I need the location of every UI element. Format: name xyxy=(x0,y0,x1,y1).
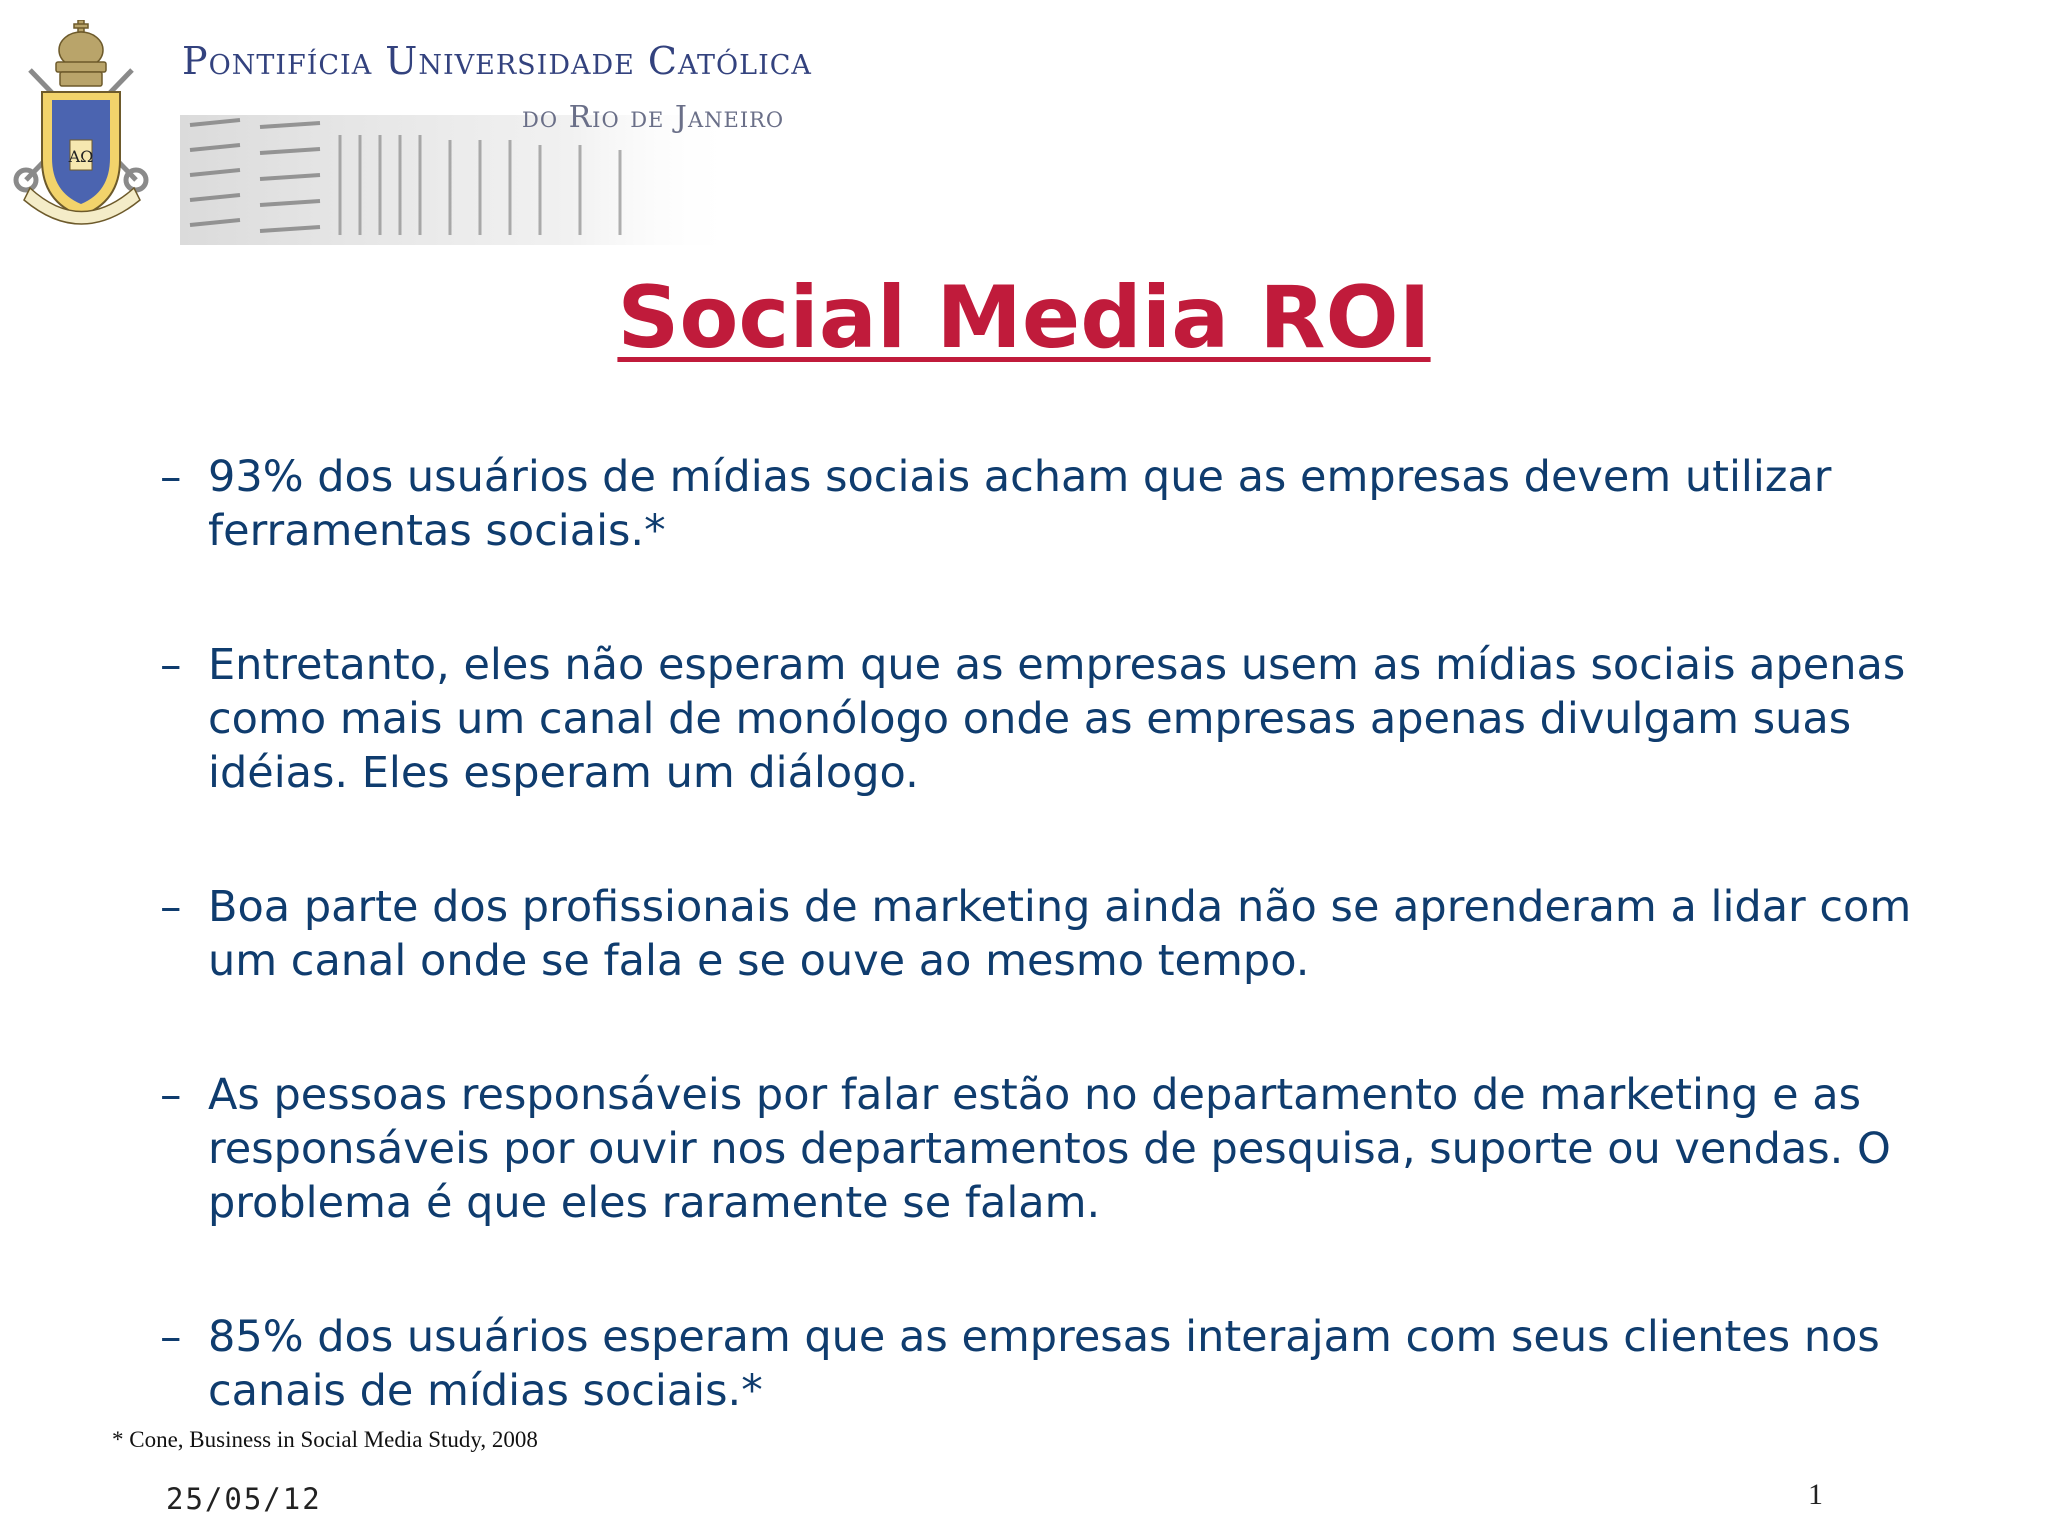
page-number: 1 xyxy=(1808,1478,1823,1511)
bullet-text: Boa parte dos profissionais de marketing ainda não se aprenderam a lidar com um canal onde se fala e se ouve ao mesmo tempo. xyxy=(208,882,1912,986)
bullet-text: As pessoas responsáveis por falar estão no departamento de marketing e as responsáveis por ouvir nos departamentos de pesquisa, suporte ou vendas. O problema é que eles raramente se falam. xyxy=(208,1070,1891,1228)
bullet-item xyxy=(160,450,1990,558)
bullet-item xyxy=(160,1068,1990,1230)
bullet-item xyxy=(160,1310,1990,1418)
bullet-item xyxy=(160,880,1990,988)
bullet-marker: – xyxy=(160,1312,182,1362)
bullet-marker: – xyxy=(160,452,182,502)
institution-name-line2: do Rio de Janeiro xyxy=(522,100,785,135)
bullet-marker: – xyxy=(160,882,182,932)
bullet-marker: – xyxy=(160,1070,182,1120)
footnote: * Cone, Business in Social Media Study, 2008 xyxy=(112,1427,538,1452)
university-logo xyxy=(12,20,812,235)
bullet-text: 85% dos usuários esperam que as empresas interajam com seus clientes nos canais de mídias sociais.* xyxy=(208,1312,1880,1416)
bullet-item xyxy=(160,638,1990,800)
bullet-text: 93% dos usuários de mídias sociais acham que as empresas devem utilizar ferramentas sociais.* xyxy=(208,452,1832,556)
bullet-marker: – xyxy=(160,640,182,690)
slide-title: Social Media ROI xyxy=(617,268,1431,368)
institution-name-line1: Pontifícia Universidade Católica xyxy=(182,39,812,83)
crest-icon xyxy=(12,20,172,235)
slide-date: 25/05/12 xyxy=(166,1482,322,1516)
bullet-text: Entretanto, eles não esperam que as empresas usem as mídias sociais apenas como mais um canal de monólogo onde as empresas apenas divulgam suas idéias. Eles esperam um diálogo. xyxy=(208,640,1906,798)
institution-name xyxy=(182,39,812,135)
svg-text:AΩ: AΩ xyxy=(68,147,94,166)
